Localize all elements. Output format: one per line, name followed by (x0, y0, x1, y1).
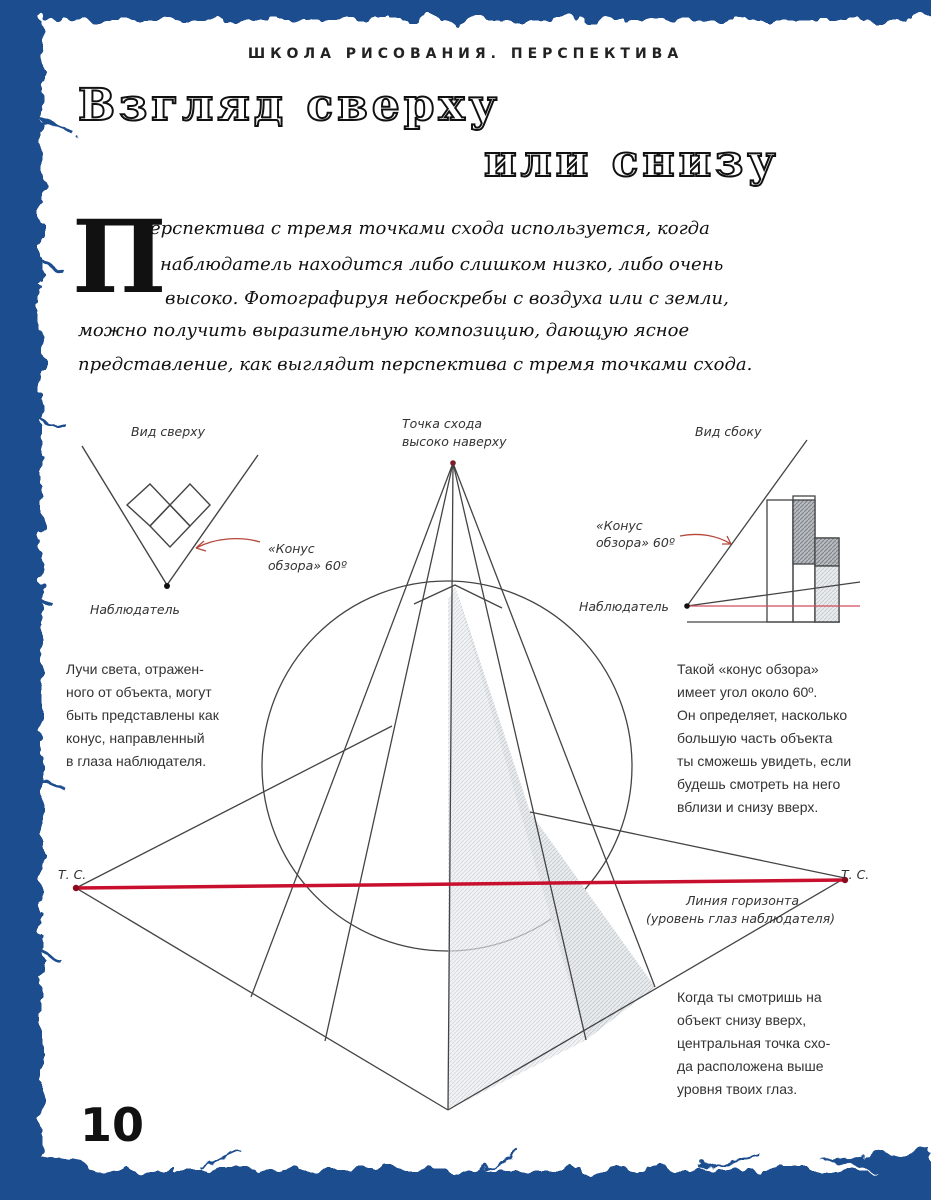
horizon-label-2: (уровень глаз наблюдателя) (646, 911, 835, 926)
cone-arrow-left-icon (196, 539, 260, 548)
section-header: ШКОЛА РИСОВАНИЯ. ПЕРСПЕКТИВА (247, 46, 684, 62)
page-number: 10 (80, 1098, 145, 1152)
vp-top-label-1: Точка схода (402, 416, 483, 431)
page-title-line-2: или снизу (484, 136, 780, 187)
vp-left-label: Т. С. (58, 867, 87, 882)
drop-cap: П (72, 198, 167, 316)
top-view-sketch (82, 446, 258, 585)
vp-top-dot (450, 460, 456, 466)
note-right-top: Такой «конус обзора» имеет угол около 60º. Он определяет, насколько большую часть объекта ты сможешь увидеть, если будешь смотреть на него вблизи и снизу вверх. (677, 661, 852, 815)
side-view-label: Вид сбоку (695, 424, 762, 439)
note-left: Лучи света, отражен- ного от объекта, могут быть представлены как конус, направленный в глаза наблюдателя. (66, 661, 219, 769)
intro-line: можно получить выразительную композицию, дающую ясное (78, 320, 690, 341)
vp-left-dot (73, 885, 79, 891)
intro-line: представление, как выглядит перспектива с тремя точками схода. (78, 354, 753, 375)
page-title-line-1: Взгляд сверху (78, 80, 501, 131)
side-view-sketch (687, 440, 860, 622)
observer-dot-right (684, 603, 690, 609)
vp-right-label: Т. С. (841, 867, 870, 882)
intro-line: ерспектива с тремя точками схода используется, когда (150, 218, 710, 239)
cone-label-right-2: обзора» 60º (596, 535, 675, 550)
intro-line: высоко. Фотографируя небоскребы с воздуха или с земли, (165, 288, 729, 309)
vp-top-label-2: высоко наверху (402, 434, 507, 449)
cone-label-left-1: «Конус (268, 541, 315, 556)
horizon-label-1: Линия горизонта (686, 893, 799, 908)
observer-label-left: Наблюдатель (90, 602, 180, 617)
intro-line: наблюдатель находится либо слишком низко, либо очень (160, 254, 724, 275)
cone-arrow-right-icon (680, 534, 731, 544)
cone-label-left-2: обзора» 60º (268, 558, 347, 573)
observer-label-right: Наблюдатель (579, 599, 669, 614)
note-right-bottom: Когда ты смотришь на объект снизу вверх, центральная точка схо- да расположена выше уровня твоих глаз. (677, 989, 831, 1097)
observer-dot-left (164, 583, 170, 589)
cone-label-right-1: «Конус (596, 518, 643, 533)
top-view-label: Вид сверху (131, 424, 205, 439)
